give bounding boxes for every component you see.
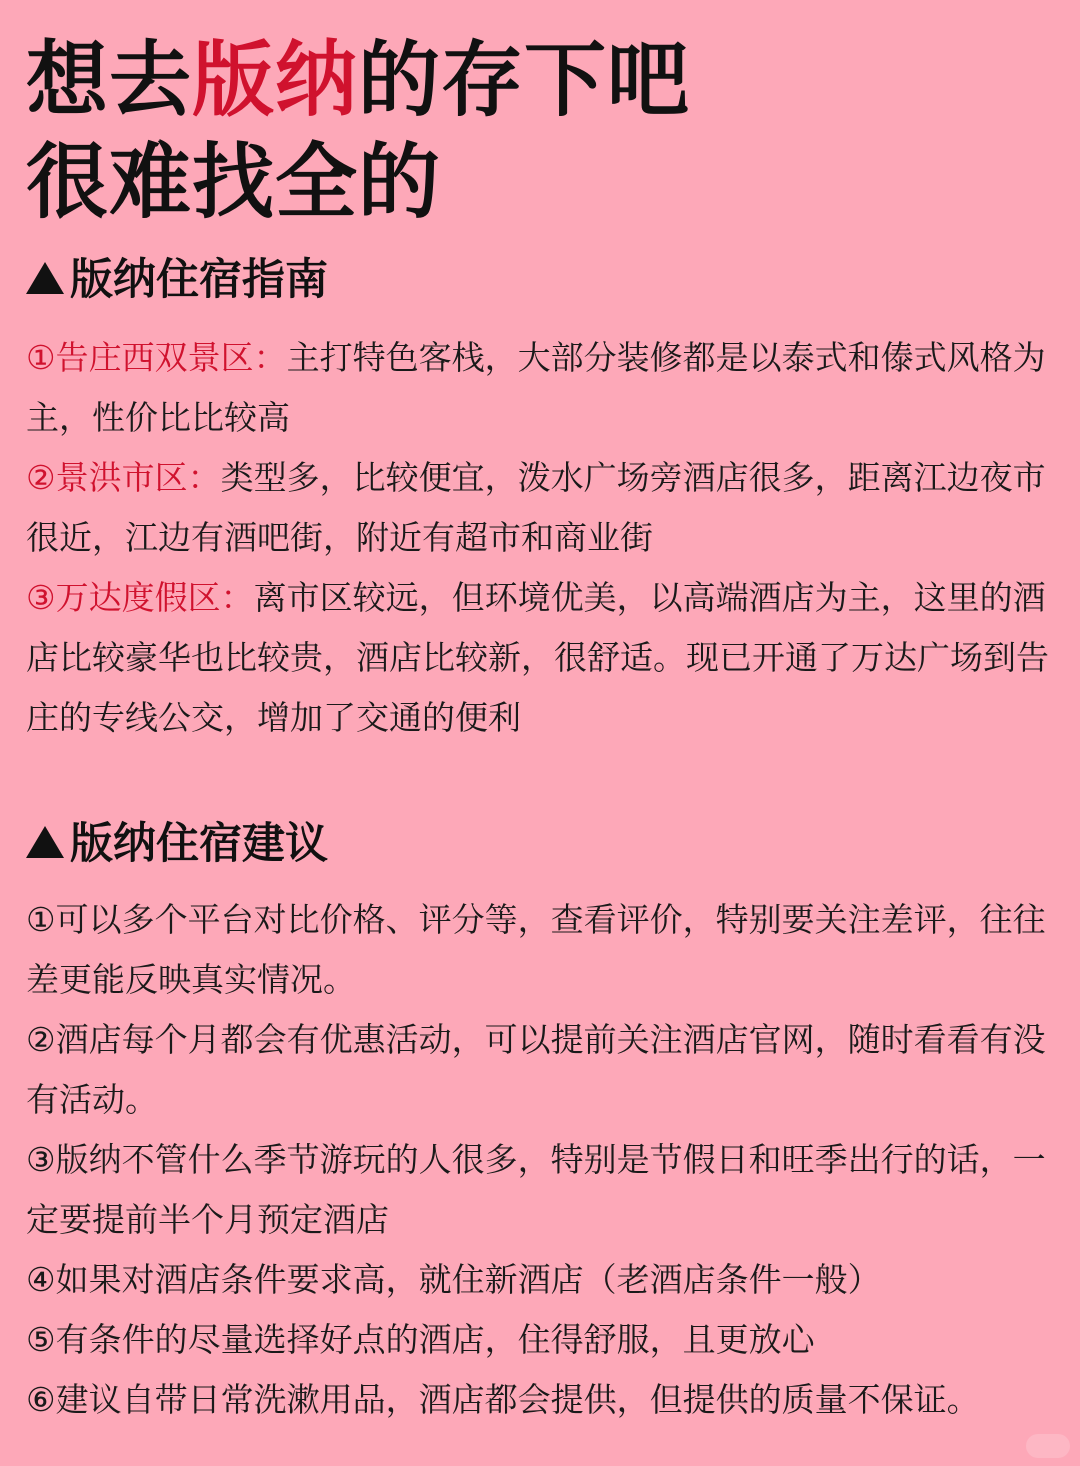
article <box>26 30 1056 1430</box>
advice-item: ②酒店每个月都会有优惠活动，可以提前关注酒店官网，随时看看有没有活动。 <box>26 1020 1046 1119</box>
section-heading-guide-text: 版纳住宿指南 <box>70 255 328 305</box>
guide-item <box>26 568 1056 748</box>
triangle-up-icon <box>26 826 64 858</box>
guide-list <box>26 328 1056 748</box>
title-highlight: 版纳 <box>192 33 359 128</box>
advice-item: ③版纳不管什么季节游玩的人很多，特别是节假日和旺季出行的话，一定要提前半个月预定酒店 <box>26 1140 1046 1239</box>
guide-item <box>26 448 1056 568</box>
advice-item: ④如果对酒店条件要求高，就住新酒店（老酒店条件一般） <box>26 1260 881 1299</box>
advice-item: ⑥建议自带日常洗漱用品，酒店都会提供，但提供的质量不保证。 <box>26 1380 980 1419</box>
guide-item-text: 离市区较远，但环境优美，以高端酒店为主，这里的酒店比较豪华也比较贵，酒店比较新，很舒适。现已开通了万达广场到告庄的专线公交，增加了交通的便利 <box>26 578 1049 737</box>
section-heading-advice-text: 版纳住宿建议 <box>70 819 328 869</box>
title-line1-suffix: 的存下吧 <box>358 33 691 128</box>
guide-item-label: ①告庄西双景区： <box>26 338 287 377</box>
title-line1-prefix: 想去 <box>26 33 193 128</box>
guide-item-label: ③万达度假区： <box>26 578 254 617</box>
section-heading-advice <box>26 814 1056 874</box>
advice-item: ①可以多个平台对比价格、评分等，查看评价，特别要关注差评，往往差更能反映真实情况。 <box>26 900 1046 999</box>
guide-item-text: 主打特色客栈，大部分装修都是以泰式和傣式风格为主，性价比比较高 <box>26 338 1046 437</box>
guide-item-text: 类型多，比较便宜，泼水广场旁酒店很多，距离江边夜市很近，江边有酒吧街，附近有超市和商业街 <box>26 458 1046 557</box>
guide-item-label: ②景洪市区： <box>26 458 221 497</box>
triangle-up-icon <box>26 262 64 294</box>
page-title <box>26 30 1056 234</box>
title-line2: 很难找全的 <box>26 135 442 230</box>
watermark <box>1026 1434 1070 1458</box>
guide-item <box>26 328 1056 448</box>
advice-item: ⑤有条件的尽量选择好点的酒店，住得舒服，且更放心 <box>26 1320 815 1359</box>
section-heading-guide <box>26 250 1056 310</box>
advice-list <box>26 890 1056 1430</box>
